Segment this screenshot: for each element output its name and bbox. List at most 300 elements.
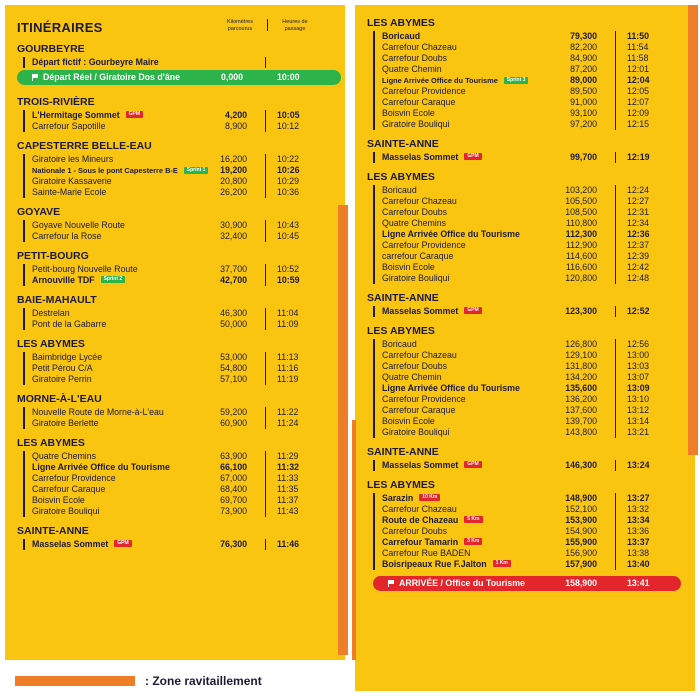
waypoint-label: Petit-bourg Nouvelle Route [32,264,138,274]
column-divider [615,53,616,64]
waypoint-name [382,262,435,273]
waypoint-name [32,176,112,187]
row-marker [373,207,375,218]
row-marker [23,484,25,495]
waypoint-label: Sainte-Marie Ecole [32,187,107,197]
passage-time: 11:04 [277,308,299,318]
waypoint-label: Carrefour Tamarin [382,537,459,547]
gpm-badge: GPM [126,111,143,118]
col-time-header: Heures de passage [282,19,308,32]
passage-time: 13:38 [627,548,650,558]
itinerary-row [367,394,695,405]
distance-km: 108,500 [565,207,597,217]
itinerary-row [367,427,695,438]
waypoint-label: Boisvin Ecole [382,108,435,118]
passage-time: 11:22 [277,407,299,417]
row-marker [373,339,375,350]
passage-time: 12:34 [627,218,650,228]
row-marker [373,427,375,438]
column-divider [615,537,616,548]
passage-time: 12:15 [627,119,650,129]
itinerary-row [17,57,345,68]
distance-km: 63,900 [220,451,247,461]
passage-time: 11:29 [277,451,299,461]
waypoint-label: Boricaud [382,339,417,349]
waypoint-label: Carrefour Providence [382,394,466,404]
itinerary-row [367,218,695,229]
column-divider [615,229,616,240]
passage-time: 13:32 [627,504,650,514]
passage-time: 12:09 [627,108,650,118]
itinerary-row [17,110,345,121]
itinerary-row [367,42,695,53]
waypoint-name [382,229,520,240]
distance-km: 30,900 [220,220,247,230]
row-marker [373,515,375,526]
waypoint-name [382,306,482,317]
passage-time: 12:37 [627,240,650,250]
gpm-badge: GPM [464,461,481,468]
flag-icon [32,74,39,81]
waypoint-name [32,539,132,550]
passage-time: 11:50 [627,31,650,41]
row-marker [373,526,375,537]
distance-km: 67,000 [220,473,247,483]
passage-time: 13:00 [627,350,650,360]
km-badge: 1 Km [493,560,511,567]
waypoint-name [382,119,449,130]
itinerary-row [17,462,345,473]
section-title: LES ABYMES [17,437,85,449]
spacer [367,438,695,442]
column-divider [265,57,266,68]
row-marker [23,451,25,462]
passage-time: 13:40 [627,559,650,569]
row-marker [373,361,375,372]
refuel-legend-swatch [15,676,135,686]
waypoint-name [32,374,92,385]
itinerary-row [367,64,695,75]
itinerary-row [17,473,345,484]
section-title: LES ABYMES [367,325,435,337]
row-marker [23,539,25,550]
distance-km: 53,000 [220,352,247,362]
row-marker [373,64,375,75]
column-divider [265,308,266,319]
column-divider [615,361,616,372]
waypoint-label: Boisripeaux Rue F.Jalton [382,559,487,569]
passage-time: 13:21 [627,427,650,437]
passage-time: 13:36 [627,526,650,536]
passage-time: 13:07 [627,372,650,382]
column-divider [615,185,616,196]
column-divider [265,264,266,275]
passage-time: 10:52 [277,264,300,274]
itinerary-row [367,262,695,273]
itinerary-row [367,185,695,196]
itinerary-row [367,306,695,317]
section-title: SAINTE-ANNE [367,292,439,304]
waypoint-label: Quatre Chemin [382,372,442,382]
itinerary-row [367,240,695,251]
column-divider [615,64,616,75]
column-divider [265,165,266,176]
passage-time: 12:19 [627,152,650,162]
column-divider [615,273,616,284]
distance-km: 46,300 [220,308,247,318]
section-title: BAIE-MAHAULT [17,294,97,306]
row-marker [23,154,25,165]
passage-time: 11:37 [277,495,299,505]
row-marker [373,537,375,548]
passage-time: 12:36 [627,229,650,239]
itinerary-row [17,451,345,462]
distance-km: 105,500 [565,196,597,206]
row-marker [373,185,375,196]
row-marker [23,418,25,429]
waypoint-label: Quatre Chemins [382,218,447,228]
finish-row [373,576,681,591]
real-start-km: 0,000 [220,72,243,82]
section-title: PETIT-BOURG [17,250,89,262]
row-marker [373,97,375,108]
passage-time: 12:48 [627,273,650,283]
col-km-header: Kilomètres parcourus [227,19,253,32]
waypoint-name [32,121,105,132]
column-divider [265,484,266,495]
waypoint-label: Boisvin Ecole [32,495,85,505]
waypoint-name [32,165,208,176]
distance-km: 84,900 [570,53,597,63]
column-divider [615,119,616,130]
waypoint-label: Masselas Sommet [382,460,459,470]
waypoint-label: Carrefour Doubs [382,53,448,63]
passage-time: 10:36 [277,187,300,197]
km-badge: 5 Km [464,516,482,523]
waypoint-label: Carrefour Providence [382,86,466,96]
row-marker [373,251,375,262]
row-marker [23,363,25,374]
waypoint-label: Giratoire Bouliqui [382,427,450,437]
waypoint-name [32,154,113,165]
itinerary-row [367,493,695,504]
itinerary-row [367,526,695,537]
row-marker [23,165,25,176]
waypoint-name [382,86,466,97]
spacer [17,132,345,136]
passage-time: 11:24 [277,418,299,428]
distance-km: 89,000 [570,75,597,85]
distance-km: 91,000 [570,97,597,107]
waypoint-label: Boricaud [382,31,421,41]
waypoint-label: Carrefour Doubs [382,526,448,536]
row-marker [23,407,25,418]
distance-km: 126,800 [565,339,597,349]
column-divider [615,460,616,471]
itinerary-row [367,75,695,86]
column-divider [265,121,266,132]
itinerary-row [367,31,695,42]
distance-km: 123,300 [565,306,597,316]
waypoint-label: Giratoire Kassaverie [32,176,112,186]
spacer [17,429,345,433]
distance-km: 156,900 [565,548,597,558]
distance-km: 116,600 [565,262,597,272]
itinerary-row [367,152,695,163]
distance-km: 137,600 [565,405,597,415]
distance-km: 146,300 [565,460,597,470]
itinerary-row [367,504,695,515]
waypoint-label: L'Hermitage Sommet [32,110,120,120]
finish-label: ARRIVÉE / Office du Tourisme [399,578,525,588]
itinerary-row [17,539,345,550]
spacer [367,284,695,288]
waypoint-name [382,185,417,196]
passage-time: 13:10 [627,394,650,404]
waypoint-label: Départ fictif : Gourbeyre Maire [32,57,159,67]
spacer [367,317,695,321]
flag-icon [388,580,395,587]
section-title: SAINTE-ANNE [367,138,439,150]
passage-time: 12:07 [627,97,650,107]
passage-time: 13:24 [627,460,650,470]
itinerary-row [367,119,695,130]
waypoint-name [32,484,105,495]
column-divider [615,262,616,273]
section-title: LES ABYMES [367,17,435,29]
distance-km: 110,800 [565,218,597,228]
gpm-badge: GPM [114,540,131,547]
waypoint-label: Carrefour Chazeau [382,196,457,206]
column-divider [615,207,616,218]
waypoint-name [32,451,96,462]
row-marker [23,275,25,286]
spacer [17,385,345,389]
column-divider [265,418,266,429]
waypoint-label: Carrefour Chazeau [382,42,457,52]
itinerary-row [17,352,345,363]
itinerary-row [367,86,695,97]
waypoint-name [382,152,482,163]
waypoint-name [32,308,70,319]
waypoint-label: Carrefour Sapotille [32,121,106,131]
distance-km: 42,700 [220,275,247,285]
row-marker [373,240,375,251]
column-divider [615,339,616,350]
waypoint-label: Carrefour Caraque [32,484,106,494]
distance-km: 50,000 [220,319,247,329]
row-marker [373,273,375,284]
waypoint-name [32,473,116,484]
itinerary-row [367,361,695,372]
waypoint-label: Masselas Sommet [382,152,459,162]
waypoint-label: Nouvelle Route de Morne-à-L'eau [32,407,164,417]
left-itinerary-panel [5,5,345,660]
waypoint-label: Carrefour Rue BADEN [382,548,471,558]
itinerary-row [367,53,695,64]
left-sections [17,41,345,554]
finish-name [388,576,525,591]
waypoint-name [382,251,453,262]
waypoint-name [382,504,457,515]
section-title: CAPESTERRE BELLE-EAU [17,140,152,152]
waypoint-name [382,75,528,86]
distance-km: 112,300 [565,229,597,239]
itinerary-row [17,264,345,275]
column-divider [615,240,616,251]
itinerary-row [367,559,695,570]
column-divider [615,372,616,383]
column-divider [265,407,266,418]
itinerary-row [17,374,345,385]
waypoint-name [382,273,449,284]
row-marker [23,374,25,385]
column-divider [265,506,266,517]
section-title: SAINTE-ANNE [367,446,439,458]
waypoint-label: Carrefour Doubs [382,361,448,371]
column-divider [615,75,616,86]
waypoint-name [382,537,482,548]
waypoint-label: Carrefour Caraque [382,97,456,107]
row-marker [373,262,375,273]
distance-km: 68,400 [220,484,247,494]
waypoint-name [382,405,455,416]
distance-km: 82,200 [570,42,597,52]
passage-time: 13:14 [627,416,650,426]
passage-time: 11:46 [277,539,300,549]
itinerary-row [367,339,695,350]
distance-km: 76,300 [220,539,247,549]
waypoint-label: Destrelan [32,308,70,318]
waypoint-name [32,495,85,506]
column-divider [265,473,266,484]
row-marker [373,493,375,504]
row-marker [373,196,375,207]
distance-km: 148,900 [565,493,597,503]
waypoint-label: Carrefour Caraque [382,405,456,415]
waypoint-label: Ligne Arrivée Office du Tourisme [382,229,520,239]
passage-time: 13:37 [627,537,650,547]
waypoint-name [32,110,143,121]
itinerary-row [367,108,695,119]
waypoint-name [382,394,466,405]
column-divider [265,462,266,473]
waypoint-label: Masselas Sommet [32,539,109,549]
itinerary-row [17,308,345,319]
passage-time: 12:01 [627,64,650,74]
row-marker [23,319,25,330]
waypoint-name [32,264,138,275]
itinerary-row [367,273,695,284]
row-marker [23,473,25,484]
waypoint-label: Carrefour Doubs [382,207,448,217]
row-marker [23,121,25,132]
passage-time: 11:33 [277,473,299,483]
waypoint-label: Pont de la Gabarre [32,319,107,329]
column-divider [615,86,616,97]
distance-km: 129,100 [565,350,597,360]
row-marker [373,306,375,317]
distance-km: 54,800 [220,363,247,373]
row-marker [23,462,25,473]
section-title: LES ABYMES [17,338,85,350]
distance-km: 37,700 [220,264,247,274]
waypoint-label: Giratoire Berlette [32,418,99,428]
column-divider [615,526,616,537]
km-badge: 3 Km [464,538,482,545]
real-start-row [17,70,341,85]
finish-km: 158,900 [565,578,597,588]
row-marker [373,152,375,163]
real-start-label: Départ Réel / Giratoire Dos d'âne [43,72,181,82]
spacer [17,550,345,554]
column-divider [265,275,266,286]
waypoint-name [382,372,442,383]
itinerary-row [17,231,345,242]
passage-time: 13:34 [627,515,650,525]
waypoint-label: Carrefour Chazeau [382,350,457,360]
column-divider [615,405,616,416]
waypoint-name [382,64,442,75]
itinerary-row [17,495,345,506]
distance-km: 135,600 [565,383,597,393]
column-divider [265,374,266,385]
passage-time: 10:45 [277,231,300,241]
spacer [17,286,345,290]
passage-time: 12:04 [627,75,650,85]
column-divider [615,548,616,559]
row-marker [373,559,375,570]
row-marker [373,86,375,97]
itinerary-row [367,537,695,548]
itinerary-row [367,383,695,394]
waypoint-name [382,339,417,350]
waypoint-name [32,462,170,473]
distance-km: 114,600 [565,251,597,261]
distance-km: 4,200 [224,110,247,120]
waypoint-name [32,57,159,68]
distance-km: 79,300 [570,31,597,41]
finish-time: 13:41 [627,578,650,588]
distance-km: 103,200 [565,185,597,195]
gpm-badge: GPM [464,307,481,314]
waypoint-name [382,383,520,394]
waypoint-name [382,515,483,526]
distance-km: 139,700 [565,416,597,426]
km-badge: 10 Km [419,494,440,501]
waypoint-name [382,427,449,438]
waypoint-label: Giratoire Bouliqui [32,506,100,516]
column-divider [265,176,266,187]
passage-time: 12:31 [627,207,650,217]
itinerary-row [17,275,345,286]
section-title: GOURBEYRE [17,43,85,55]
passage-time: 10:05 [277,110,300,120]
waypoint-name [32,363,93,374]
right-itinerary-panel [355,5,695,691]
passage-time: 12:39 [627,251,650,261]
distance-km: 131,800 [565,361,597,371]
section-title: MORNE-À-L'EAU [17,393,102,405]
itinerary-row [17,363,345,374]
column-divider [615,218,616,229]
distance-km: 154,900 [565,526,597,536]
spacer [17,330,345,334]
row-marker [23,57,25,68]
distance-km: 73,900 [220,506,247,516]
passage-time: 10:29 [277,176,300,186]
waypoint-name [382,361,447,372]
